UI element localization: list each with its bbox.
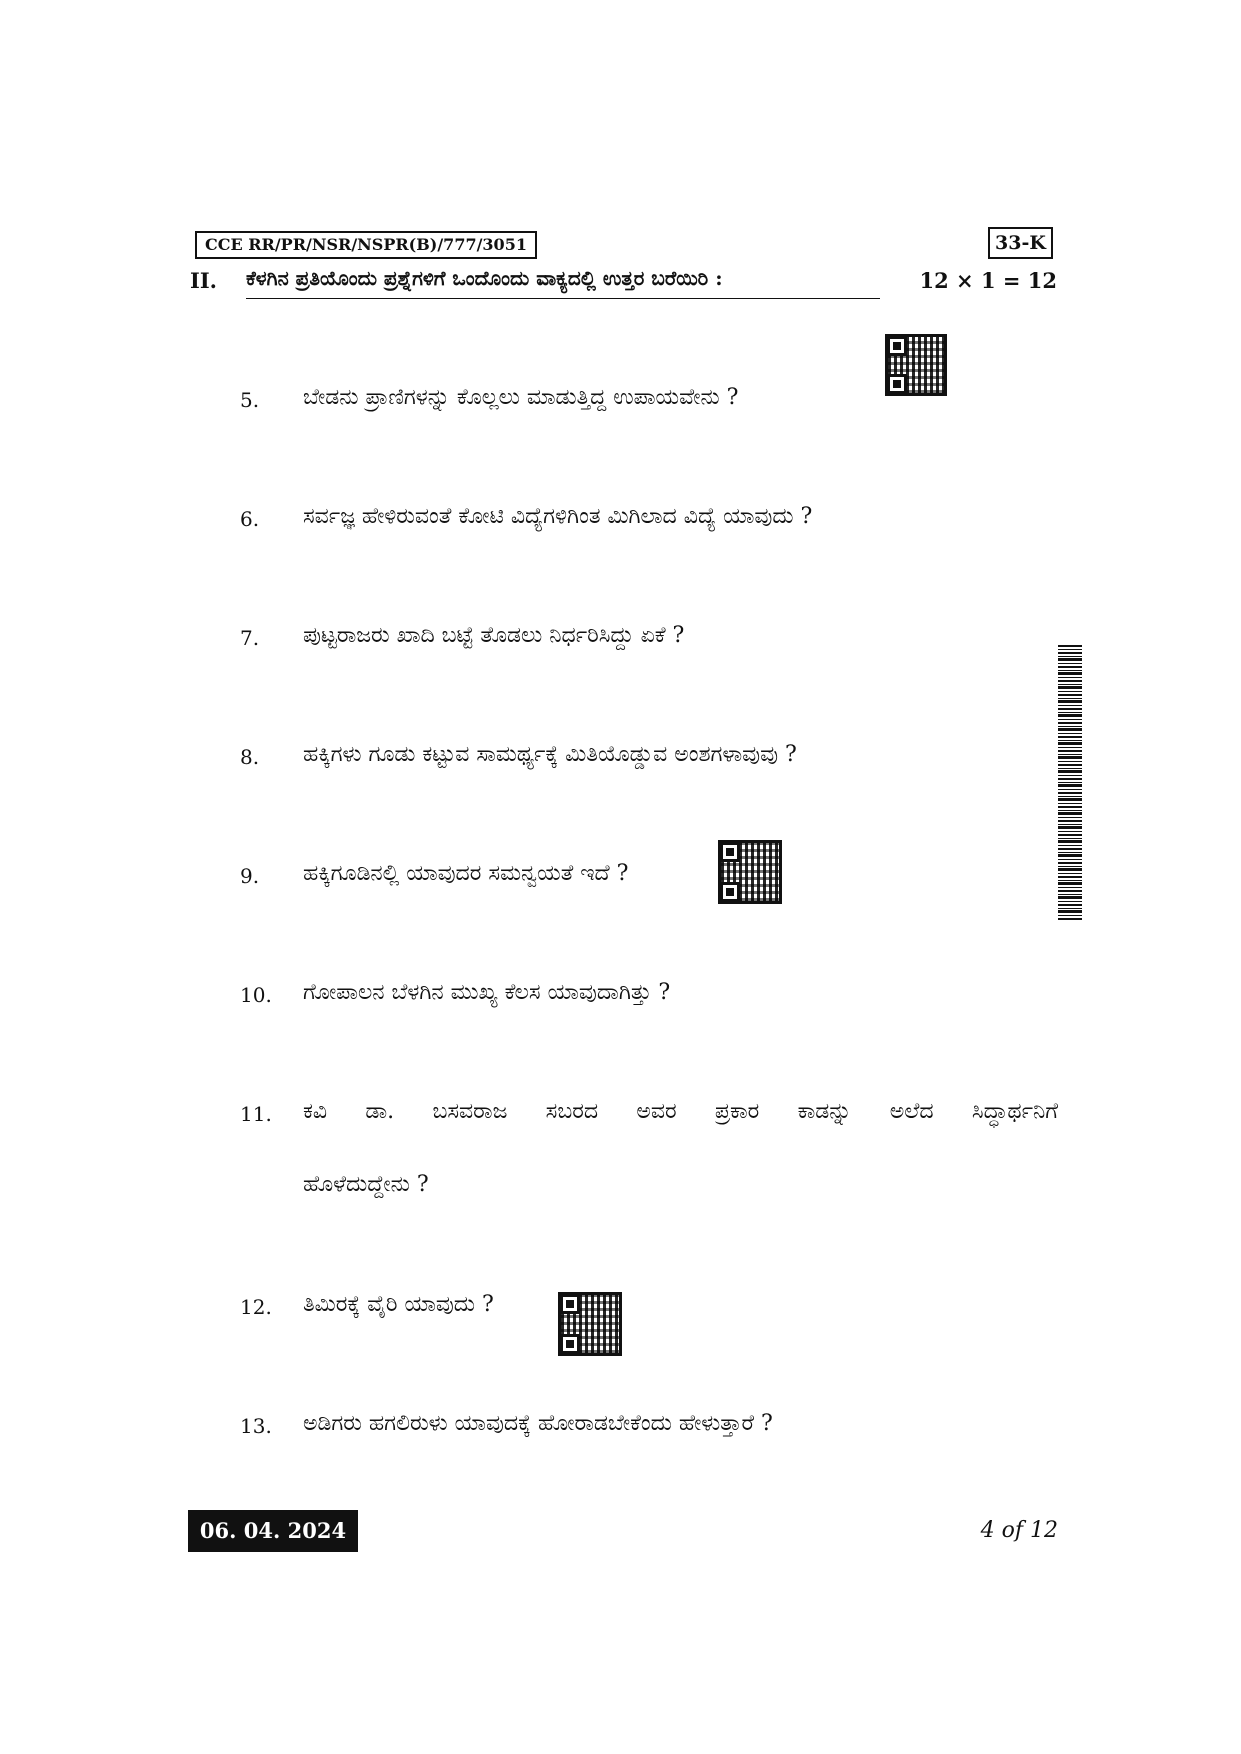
question-number: 12. — [240, 1295, 272, 1319]
question-text: ಬೇಡನು ಪ್ರಾಣಿಗಳನ್ನು ಕೊಲ್ಲಲು ಮಾಡುತ್ತಿದ್ದ ಉಪಾಯವೇನು ? — [303, 385, 739, 410]
question-text: ಹಕ್ಕಿಗೂಡಿನಲ್ಲಿ ಯಾವುದರ ಸಮನ್ವಯತೆ ಇದೆ ? — [303, 861, 629, 886]
question-number: 13. — [240, 1414, 272, 1438]
question-text: ಅಡಿಗರು ಹಗಲಿರುಳು ಯಾವುದಕ್ಕೆ ಹೋರಾಡಬೇಕೆಂದು ಹೇಳುತ್ತಾರೆ ? — [303, 1411, 773, 1436]
question-number: 7. — [240, 626, 260, 650]
question-number: 5. — [240, 388, 260, 412]
page-number: 4 of 12 — [980, 1518, 1058, 1543]
paper-code: 33-K — [988, 227, 1053, 259]
section-instruction: ಕೆಳಗಿನ ಪ್ರತಿಯೊಂದು ಪ್ರಶ್ನೆಗಳಿಗೆ ಒಂದೊಂದು ವಾಕ್ಯದಲ್ಲಿ ಉತ್ತರ ಬರೆಯಿರಿ : — [246, 266, 880, 299]
question-number: 11. — [240, 1102, 272, 1126]
question-number: 10. — [240, 983, 272, 1007]
exam-date: 06. 04. 2024 — [188, 1510, 358, 1552]
question-number: 6. — [240, 507, 260, 531]
question-text-line: ಹೊಳೆದುದ್ದೇನು ? — [303, 1172, 429, 1197]
section-marks: 12 × 1 = 12 — [919, 268, 1057, 293]
question-text-line: ಕವಿ ಡಾ. ಬಸವರಾಜ ಸಬರದ ಅವರ ಪ್ರಕಾರ ಕಾಡನ್ನು ಅಲೆದ ಸಿದ್ಧಾರ್ಥನಿಗೆ — [303, 1099, 1058, 1124]
exam-code: CCE RR/PR/NSR/NSPR(B)/777/3051 — [195, 231, 537, 259]
barcode-icon — [1058, 645, 1082, 920]
section-number: II. — [190, 268, 217, 293]
question-text: ಗೋಪಾಲನ ಬೆಳಗಿನ ಮುಖ್ಯ ಕೆಲಸ ಯಾವುದಾಗಿತ್ತು ? — [303, 980, 671, 1005]
question-text: ಸರ್ವಜ್ಞ ಹೇಳಿರುವಂತೆ ಕೋಟಿ ವಿದ್ಯೆಗಳಿಗಿಂತ ಮಿಗಿಲಾದ ವಿದ್ಯೆ ಯಾವುದು ? — [303, 504, 813, 529]
question-number: 8. — [240, 745, 260, 769]
question-number: 9. — [240, 864, 260, 888]
question-text: ತಿಮಿರಕ್ಕೆ ವೈರಿ ಯಾವುದು ? — [303, 1292, 494, 1317]
question-text: ಪುಟ್ಟರಾಜರು ಖಾದಿ ಬಟ್ಟೆ ತೊಡಲು ನಿರ್ಧರಿಸಿದ್ದು ಏಕೆ ? — [303, 623, 685, 648]
question-text: ಹಕ್ಕಿಗಳು ಗೂಡು ಕಟ್ಟುವ ಸಾಮರ್ಥ್ಯಕ್ಕೆ ಮಿತಿಯೊಡ್ಡುವ ಅಂಶಗಳಾವುವು ? — [303, 742, 797, 767]
